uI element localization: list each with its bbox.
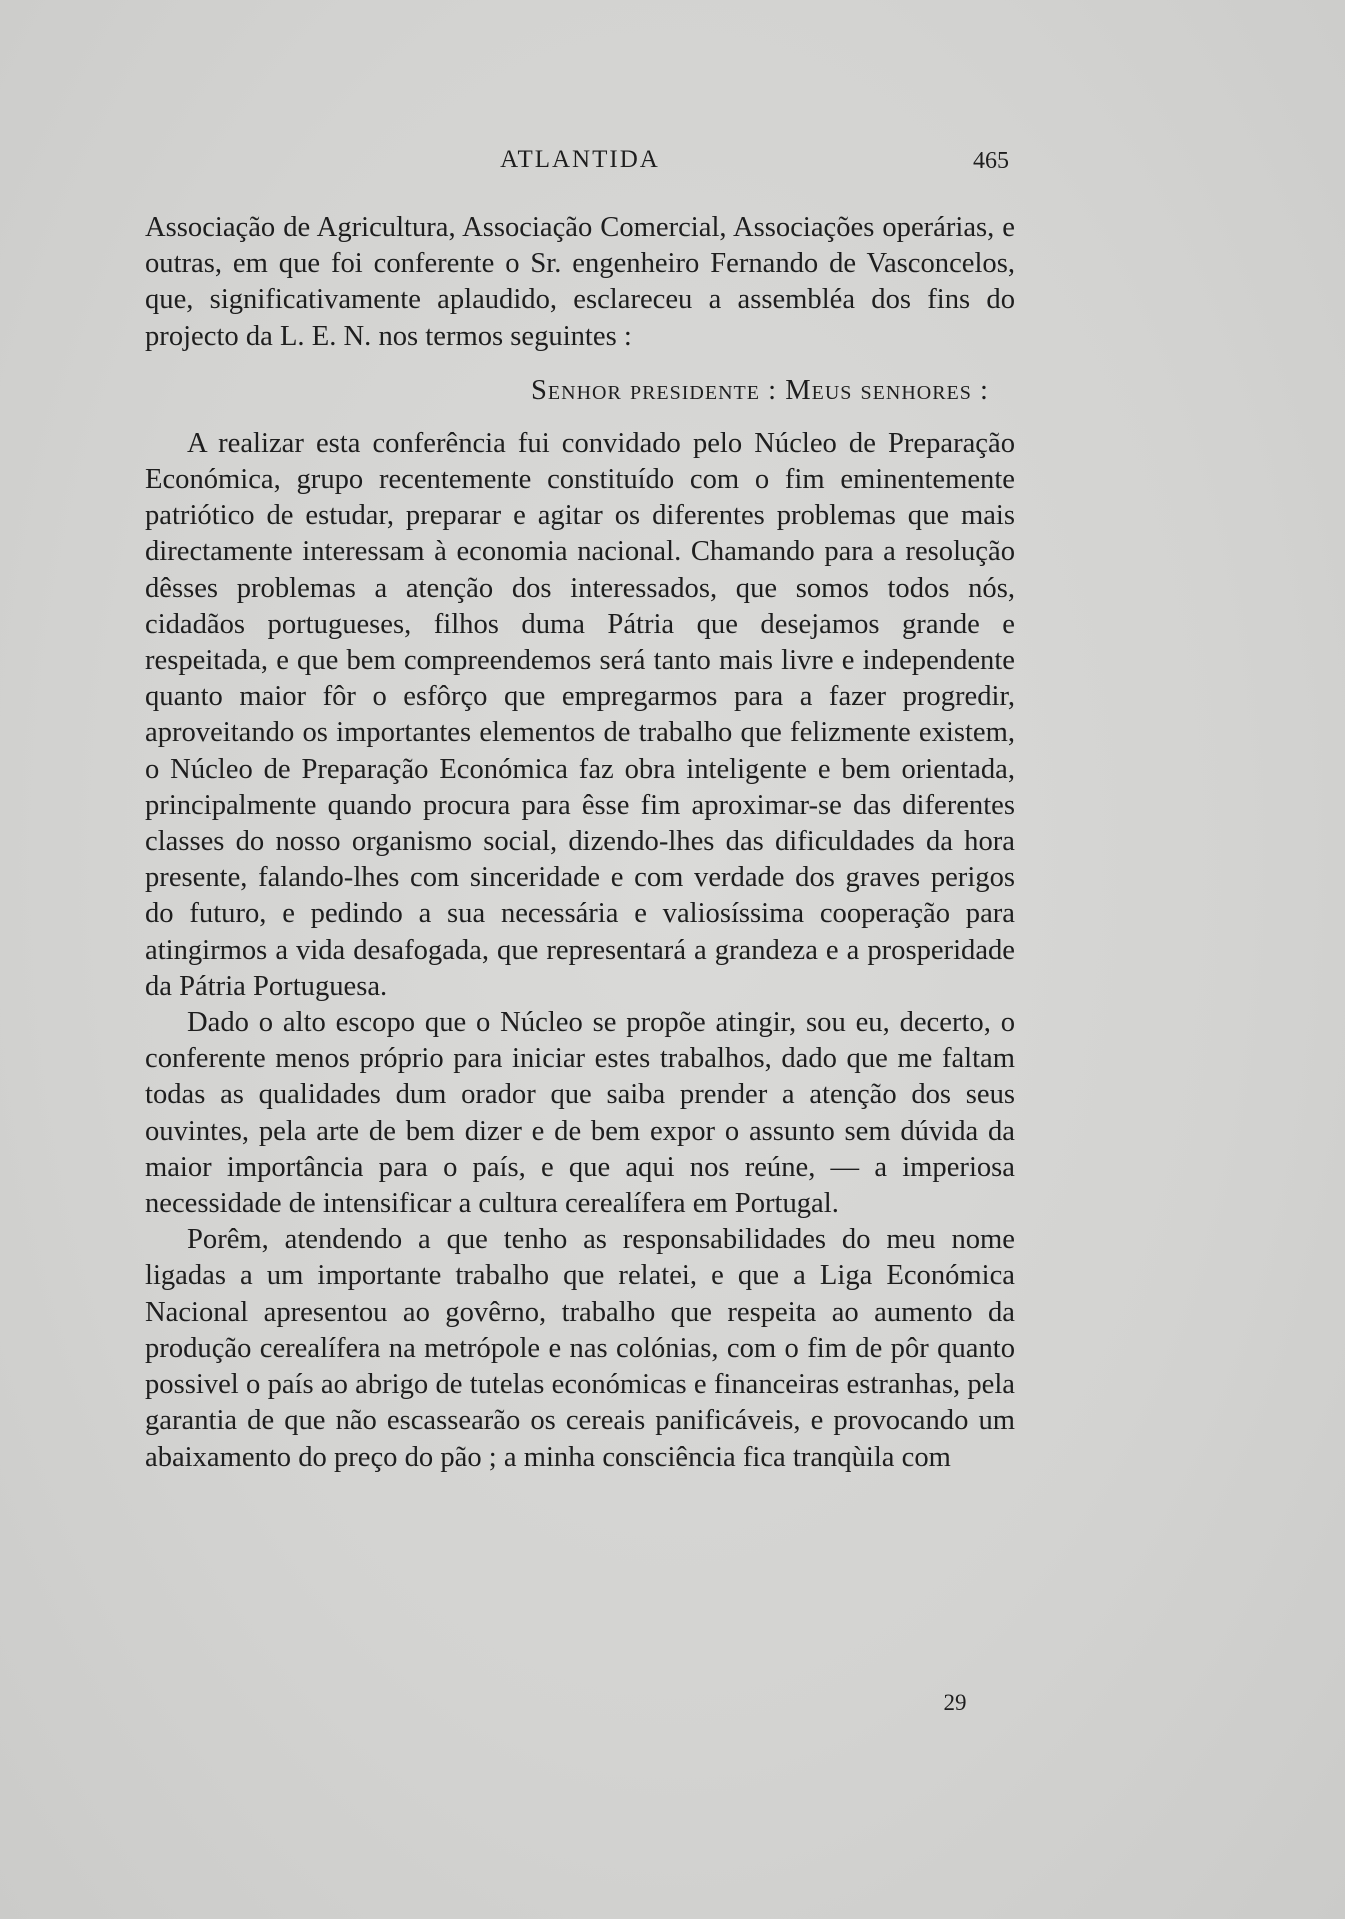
paragraph-1: A realizar esta conferência fui convidado pelo Núcleo de Preparação Económica, grupo recentemente constituído com o fim eminentemente patriótico de estudar, preparar e agitar os diferentes problemas que mais directamente interessam à economia nacional. Chamando para a resolução dêsses problemas a atenção dos interessados, que somos todos nós, cidadãos portugueses, filhos duma Pátria que desejamos grande e respeitada, e que bem compreendemos será tanto mais livre e independente quanto maior fôr o esfôrço que empregarmos para a fazer progredir, aproveitando os importantes elementos de trabalho que felizmente existem, o Núcleo de Preparação Económica faz obra inteligente e bem orientada, principalmente quando procura para êsse fim aproximar-se das diferentes classes do nosso organismo social, dizendo-lhes das dificuldades da hora presente, falando-lhes com sinceridade e com verdade dos graves perigos do futuro, e pedindo a sua necessária e valiosíssima cooperação para atingirmos a vida desafogada, que representará a grandeza e a prosperidade da Pátria Portuguesa. [145,427,1015,1002]
page-number: 465 [973,148,1009,174]
body-text [145,210,1015,1476]
paragraph-2: Dado o alto escopo que o Núcleo se propõe atingir, sou eu, decerto, o conferente menos próprio para iniciar estes trabalhos, dado que me faltam todas as qualidades dum orador que saiba prender a atenção dos seus ouvintes, pela arte de bem dizer e de bem expor o assunto sem dúvida da maior importância para o país, e que aqui nos reúne, — a imperiosa necessidade de intensificar a cultura cerealífera em Portugal. [145,1007,1015,1220]
signature-mark: 29 [943,1690,967,1715]
running-title: ATLANTIDA [500,146,660,173]
opening-paragraph: Associação de Agricultura, Associação Comercial, Associações operárias, e outras, em que foi conferente o Sr. engenheiro Fernando de Vasconcelos, que, significativamente aplaudido, esclareceu a assembléa dos fins do projecto da L. E. N. nos termos seguintes : [145,212,1015,352]
paragraph-3: Porêm, atendendo a que tenho as responsabilidades do meu nome ligadas a um importante trabalho que relatei, e que a Liga Económica Nacional apresentou ao govêrno, trabalho que respeita ao aumento da produção cerealífera na metrópole e nas colónias, com o fim de pôr quanto possivel o país ao abrigo de tutelas económicas e financeiras estranhas, pela garantia de que não escassearão os cereais panificáveis, e provocando um abaixamento do preço do pão ; a minha consciência fica tranqùila com [145,1224,1015,1473]
running-head [145,146,1015,182]
salutation: Senhor presidente : Meus senhores : [531,374,989,406]
